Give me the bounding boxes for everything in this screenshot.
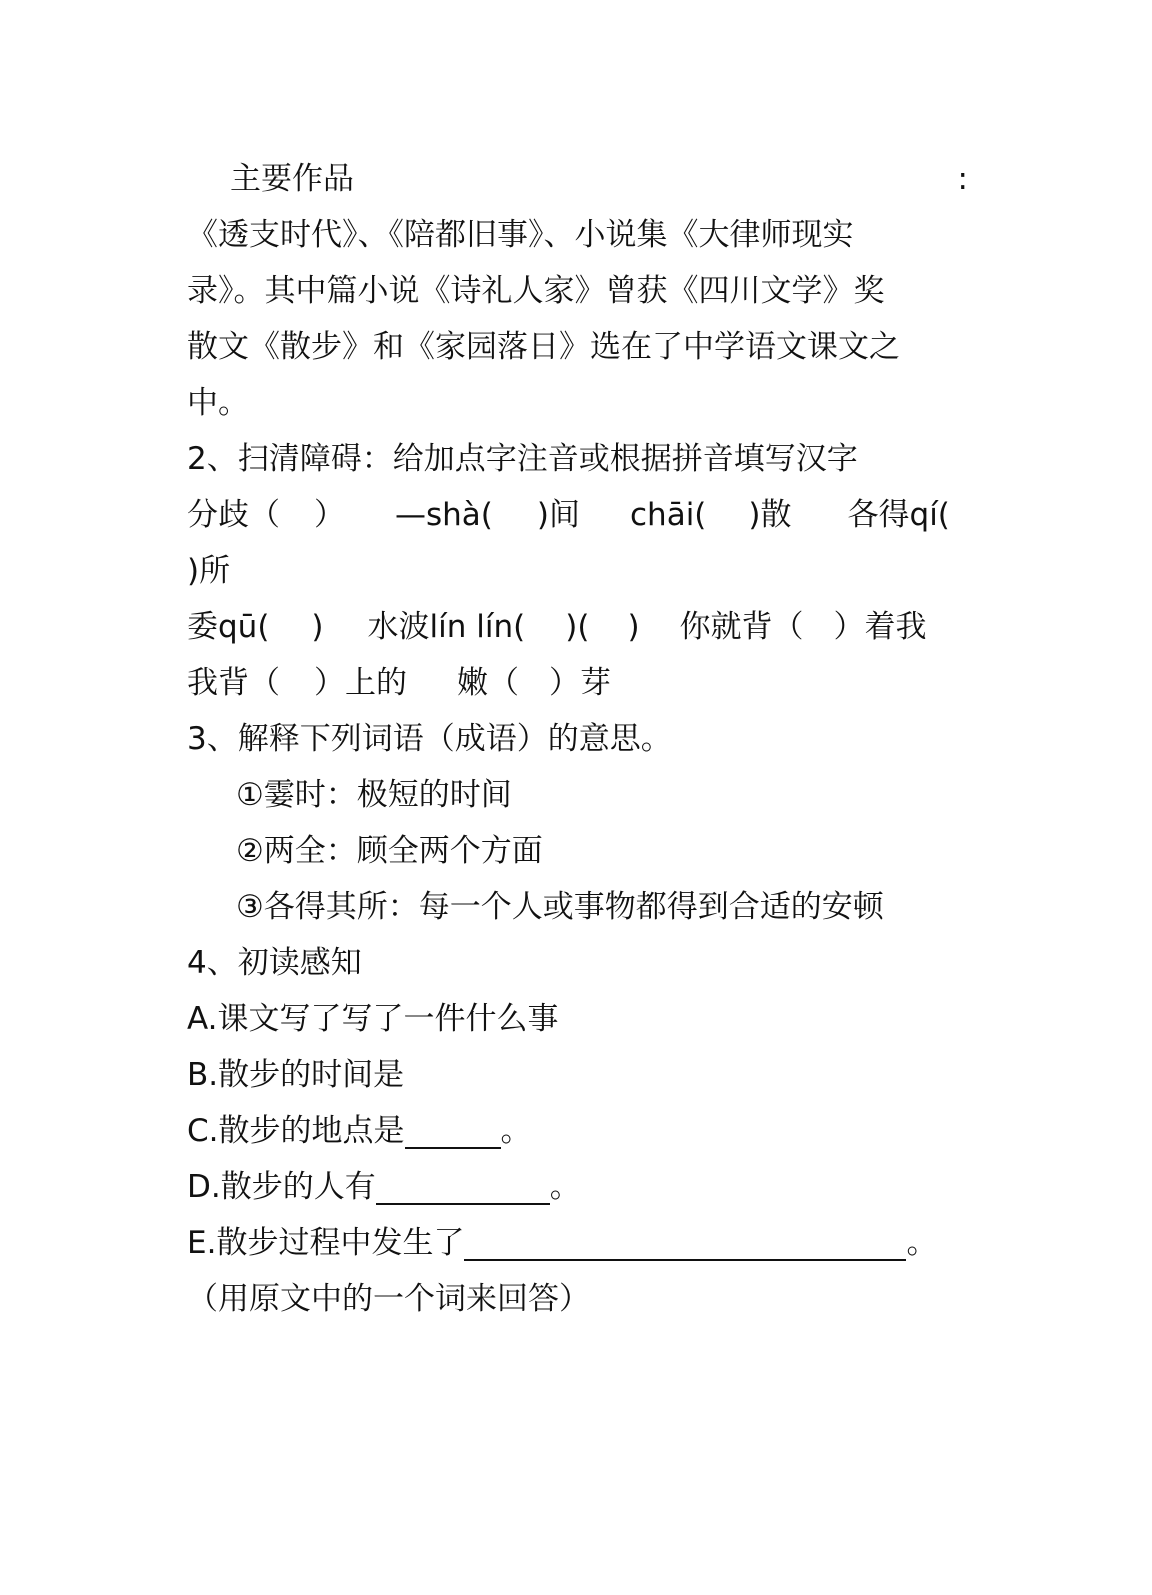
item-chai: chāi( xyxy=(630,497,707,533)
pinyin-row-1-cont: )所 xyxy=(187,553,231,589)
answer-blank-d[interactable] xyxy=(376,1163,550,1205)
definition-item: ①霎时：极短的时间 xyxy=(236,777,512,813)
works-line-4: 散文《散步》和《家园落日》选在了中学语文课文之 xyxy=(187,329,900,365)
pinyin-row-2: 委qū( ) 水波lín lín( )( ) 你就背（ ）着我 xyxy=(187,609,927,645)
section-2-title: 2、扫清障碍：给加点字注音或根据拼音填写汉字 xyxy=(187,441,858,477)
section-4-title: 4、初读感知 xyxy=(187,945,362,981)
definition-item: ③各得其所：每一个人或事物都得到合适的安顿 xyxy=(236,889,884,925)
item-linlin: 水波lín lín( xyxy=(367,609,526,645)
works-line-2: 《透支时代》、《陪都旧事》、小说集《大律师现实 xyxy=(187,217,854,253)
item-nen: 嫩（ xyxy=(457,665,519,701)
question-b: B.散步的时间是 xyxy=(187,1057,405,1093)
question-e: E.散步过程中发生了 。 xyxy=(187,1215,967,1271)
item-fenqi: 分歧（ xyxy=(187,497,280,533)
pinyin-row-3: 我背（ ）上的 嫩（ ）芽 xyxy=(187,665,611,701)
section-3-title: 3、解释下列词语（成语）的意思。 xyxy=(187,721,672,757)
item-sha: —shà( xyxy=(395,497,493,533)
item-qi: 各得qí( xyxy=(847,497,950,533)
works-colon: : xyxy=(957,161,968,197)
answer-note: （用原文中的一个词来回答） xyxy=(187,1281,590,1317)
question-d: D.散步的人有 。 xyxy=(187,1159,967,1215)
question-c: C.散步的地点是 。 xyxy=(187,1103,967,1159)
works-intro-line xyxy=(230,151,968,207)
item-weiqu: 委qū( xyxy=(187,609,270,645)
works-line-5: 中。 xyxy=(187,385,249,421)
answer-blank-c[interactable] xyxy=(405,1107,501,1149)
pinyin-row-1: 分歧（ ） —shà( )间 chāi( )散 各得qí( xyxy=(187,497,950,533)
definition-item: ②两全：顾全两个方面 xyxy=(236,833,543,869)
question-a: A.课文写了写了一件什么事 xyxy=(187,1001,559,1037)
item-bei-1: 你就背（ xyxy=(679,609,804,645)
answer-blank-e[interactable] xyxy=(464,1219,906,1261)
item-bei-2: 我背（ xyxy=(187,665,280,701)
works-label: 主要作品 xyxy=(230,161,354,197)
works-line-3: 录》。其中篇小说《诗礼人家》曾获《四川文学》奖 xyxy=(187,273,885,309)
